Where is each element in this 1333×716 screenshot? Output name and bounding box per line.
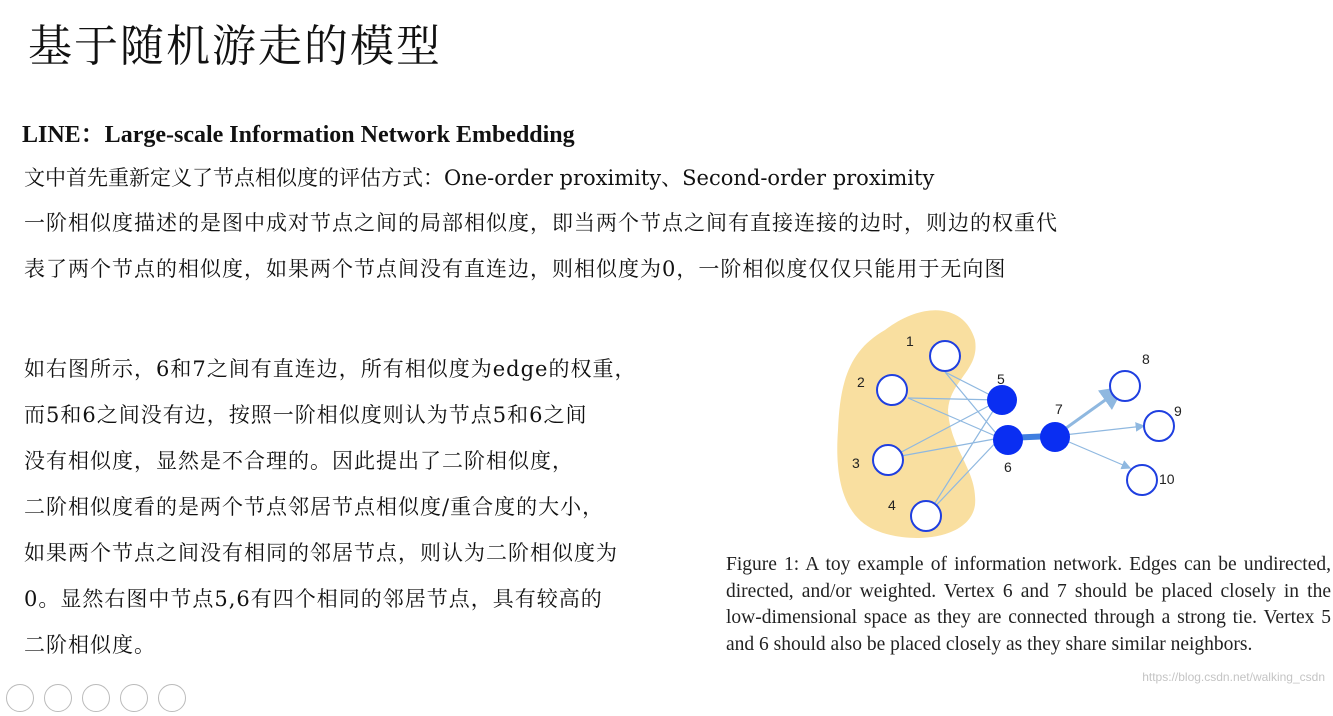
paragraph-line: 二阶相似度看的是两个节点邻居节点相似度/重合度的大小，	[24, 495, 605, 519]
control-circle[interactable]	[44, 684, 72, 712]
node-label: 8	[1142, 351, 1150, 367]
paragraph-line: 如果两个节点之间没有相同的邻居节点，则认为二阶相似度为	[24, 541, 618, 565]
explanation-paragraph	[24, 346, 724, 668]
node-6	[993, 425, 1023, 455]
paragraph-line: 如右图所示，6和7之间有直连边，所有相似度为edge的权重，	[24, 357, 637, 381]
paragraph-line: 没有相似度，显然是不合理的。因此提出了二阶相似度，	[24, 449, 574, 473]
node-label: 1	[906, 333, 914, 349]
node-label: 6	[1004, 459, 1012, 475]
control-circle[interactable]	[120, 684, 148, 712]
intro-line-2: 一阶相似度描述的是图中成对节点之间的局部相似度，即当两个节点之间有直接连接的边时，则边的权重代	[24, 211, 1058, 235]
node-4	[911, 501, 941, 531]
node-3	[873, 445, 903, 475]
paragraph-line: 0。显然右图中节点5,6有四个相同的邻居节点，具有较高的	[24, 587, 603, 611]
node-label: 9	[1174, 403, 1182, 419]
intro-line-3: 表了两个节点的相似度，如果两个节点间没有直连边，则相似度为0，一阶相似度仅仅只能用于无向图	[24, 257, 1007, 281]
node-label: 4	[888, 497, 896, 513]
node-label: 5	[997, 371, 1005, 387]
intro-line-1: 文中首先重新定义了节点相似度的评估方式：One-order proximity、Second-order proximity	[24, 166, 935, 190]
slide-title: 基于随机游走的模型	[28, 21, 442, 72]
network-figure	[830, 300, 1190, 550]
node-label: 7	[1055, 401, 1063, 417]
paragraph-line: 而5和6之间没有边，按照一阶相似度则认为节点5和6之间	[24, 403, 588, 427]
node-label: 10	[1159, 471, 1175, 487]
node-7	[1040, 422, 1070, 452]
node-1	[930, 341, 960, 371]
slide-subtitle: LINE：Large-scale Information Network Embedding	[22, 122, 575, 148]
slide-controls	[6, 684, 196, 716]
control-circle[interactable]	[6, 684, 34, 712]
node-2	[877, 375, 907, 405]
node-10	[1127, 465, 1157, 495]
node-label: 3	[852, 455, 860, 471]
node-8	[1110, 371, 1140, 401]
paragraph-line: 二阶相似度。	[24, 633, 156, 657]
node-label: 2	[857, 374, 865, 390]
control-circle[interactable]	[158, 684, 186, 712]
node-5	[987, 385, 1017, 415]
figure-caption: Figure 1: A toy example of information network. Edges can be undirected, directed, and/or weighted. Vertex 6 and 7 should be placed closely in the low-dimensional space as they are connected through a strong tie. Vertex 5 and 6 should also be placed closely as they share similar neighbors.	[726, 554, 1331, 655]
watermark: https://blog.csdn.net/walking_csdn	[1142, 670, 1325, 684]
control-circle[interactable]	[82, 684, 110, 712]
node-9	[1144, 411, 1174, 441]
